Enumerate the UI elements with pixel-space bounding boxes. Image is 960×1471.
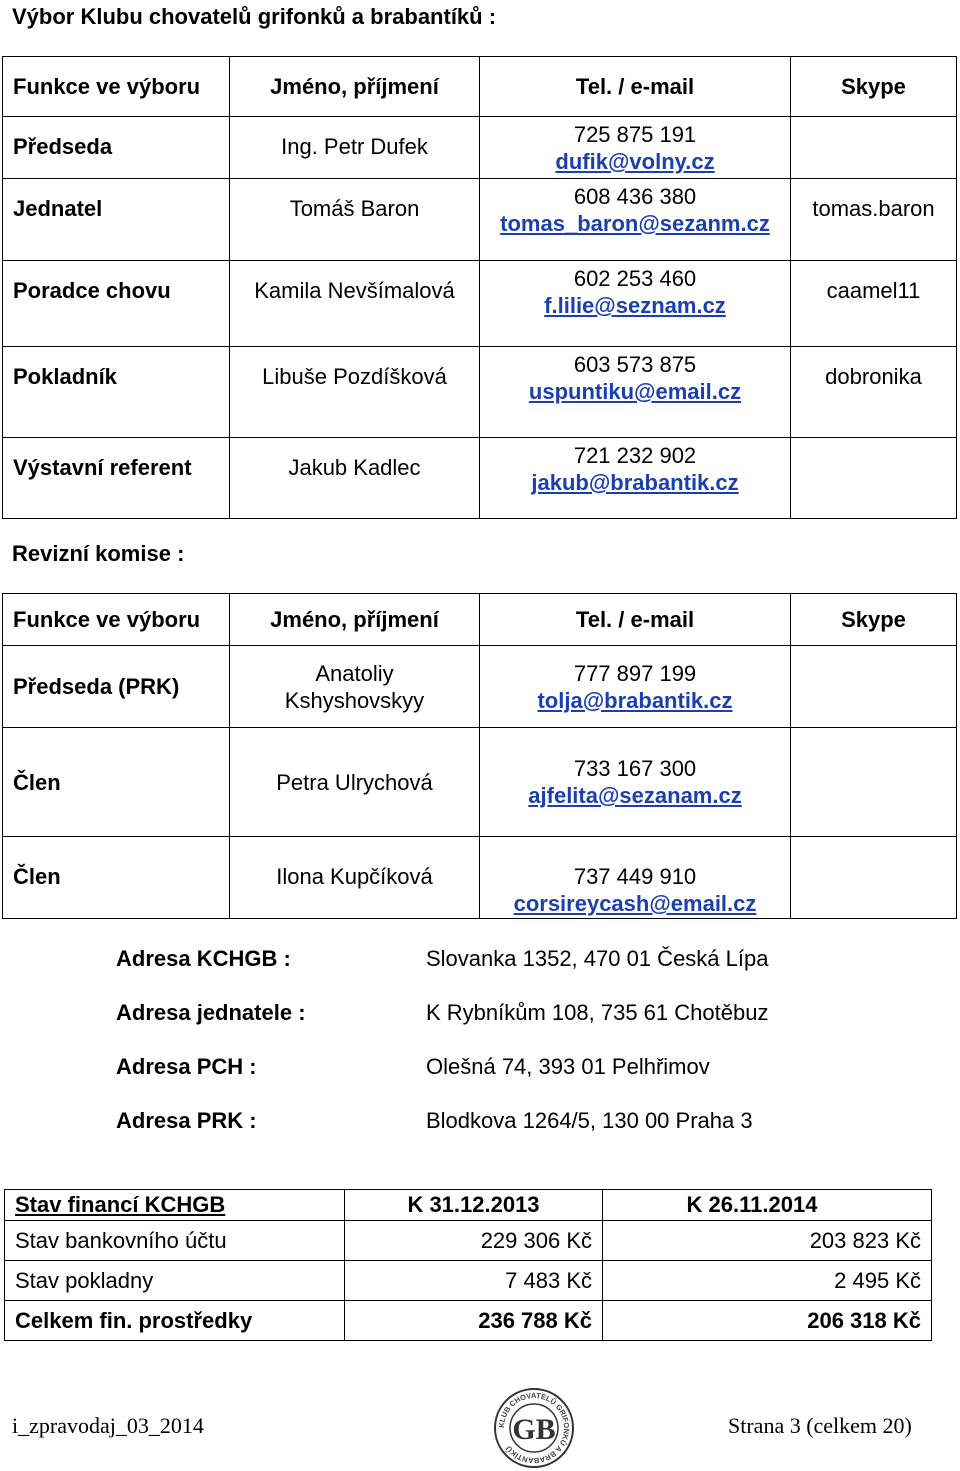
- table-row: [3, 438, 957, 519]
- name-cell: Kamila Nevšímalová: [230, 261, 480, 347]
- header-skype: Skype: [791, 57, 957, 117]
- email-link[interactable]: jakub@brabantik.cz: [531, 470, 739, 495]
- address-label: Adresa jednatele :: [116, 1000, 306, 1025]
- address-label: Adresa PCH :: [116, 1054, 257, 1079]
- finance-total-1: 236 788 Kč: [345, 1301, 603, 1341]
- function-cell: Předseda: [3, 117, 230, 179]
- table-row: [3, 179, 957, 261]
- finance-total-row: [5, 1301, 932, 1341]
- email-link[interactable]: f.lilie@seznam.cz: [544, 293, 726, 318]
- skype-cell: [791, 438, 957, 519]
- name-cell: Ing. Petr Dufek: [230, 117, 480, 179]
- skype-cell: caamel11: [791, 261, 957, 347]
- header-name: Jméno, příjmení: [230, 594, 480, 646]
- table-row: [3, 117, 957, 179]
- header-function: Funkce ve výboru: [3, 57, 230, 117]
- function-cell: Člen: [3, 728, 230, 837]
- finance-table: [4, 1189, 932, 1341]
- phone-text: 608 436 380: [573, 184, 697, 209]
- function-cell: Člen: [3, 837, 230, 919]
- address-value: K Rybníkům 108, 735 61 Chotěbuz: [426, 1000, 769, 1025]
- name-cell: Libuše Pozdíšková: [230, 347, 480, 438]
- revision-header-row: [3, 594, 957, 646]
- phone-text: 737 449 910: [573, 864, 697, 889]
- revision-table: [2, 593, 957, 919]
- name-line: Kshyshovskyy: [284, 687, 425, 713]
- finance-header-row: [5, 1190, 932, 1221]
- finance-title: Stav financí KCHGB: [5, 1190, 345, 1221]
- table-row: [3, 261, 957, 347]
- finance-date-1: K 31.12.2013: [345, 1190, 603, 1221]
- finance-label: Stav pokladny: [5, 1261, 345, 1301]
- phone-text: 602 253 460: [573, 266, 697, 291]
- table-row: [3, 646, 957, 728]
- finance-value-1: 7 483 Kč: [345, 1261, 603, 1301]
- skype-cell: [791, 646, 957, 728]
- phone-text: 777 897 199: [573, 660, 697, 686]
- club-logo-icon: [493, 1387, 575, 1469]
- name-line: Anatoliy: [315, 660, 394, 686]
- address-value: Blodkova 1264/5, 130 00 Praha 3: [426, 1108, 753, 1133]
- address-value: Olešná 74, 393 01 Pelhřimov: [426, 1054, 710, 1079]
- phone-text: 603 573 875: [573, 352, 697, 377]
- address-value: Slovanka 1352, 470 01 Česká Lípa: [426, 946, 769, 971]
- name-cell: Ilona Kupčíková: [230, 837, 480, 919]
- email-link[interactable]: dufik@volny.cz: [555, 149, 715, 174]
- contact-cell: [480, 837, 791, 919]
- function-cell: Poradce chovu: [3, 261, 230, 347]
- table-row: [3, 728, 957, 837]
- function-cell: Výstavní referent: [3, 438, 230, 519]
- contact-cell: [480, 117, 791, 179]
- logo-text: GB: [512, 1413, 556, 1446]
- header-function: Funkce ve výboru: [3, 594, 230, 646]
- contact-cell: [480, 347, 791, 438]
- committee-table: [2, 56, 957, 519]
- footer-issue: i_zpravodaj_03_2014: [12, 1413, 204, 1438]
- contact-cell: [480, 438, 791, 519]
- table-row: [5, 1261, 932, 1301]
- header-name: Jméno, příjmení: [230, 57, 480, 117]
- revision-heading: Revizní komise :: [12, 541, 185, 566]
- name-cell: Tomáš Baron: [230, 179, 480, 261]
- phone-text: 721 232 902: [573, 443, 697, 468]
- function-cell: Jednatel: [3, 179, 230, 261]
- finance-total-2: 206 318 Kč: [603, 1301, 932, 1341]
- address-label: Adresa PRK :: [116, 1108, 257, 1133]
- contact-cell: [480, 179, 791, 261]
- table-row: [5, 1221, 932, 1261]
- skype-cell: tomas.baron: [791, 179, 957, 261]
- skype-cell: dobronika: [791, 347, 957, 438]
- email-link[interactable]: corsireycash@email.cz: [513, 891, 757, 916]
- email-link[interactable]: uspuntiku@email.cz: [528, 379, 742, 404]
- logo-ring-text: KLUB CHOVATELŮ GRIFONKŮ A BRABANTÍKŮ: [496, 1390, 572, 1466]
- name-cell: Petra Ulrychová: [230, 728, 480, 837]
- address-label: Adresa KCHGB :: [116, 946, 291, 971]
- contact-cell: [480, 646, 791, 728]
- finance-value-1: 229 306 Kč: [345, 1221, 603, 1261]
- finance-total-label: Celkem fin. prostředky: [5, 1301, 345, 1341]
- table-row: [3, 837, 957, 919]
- finance-date-2: K 26.11.2014: [603, 1190, 932, 1221]
- skype-cell: [791, 117, 957, 179]
- finance-value-2: 203 823 Kč: [603, 1221, 932, 1261]
- table-row: [3, 347, 957, 438]
- header-contact: Tel. / e-mail: [480, 57, 791, 117]
- finance-value-2: 2 495 Kč: [603, 1261, 932, 1301]
- skype-cell: [791, 728, 957, 837]
- skype-cell: [791, 837, 957, 919]
- email-link[interactable]: tolja@brabantik.cz: [537, 687, 733, 713]
- function-cell: Předseda (PRK): [3, 646, 230, 728]
- function-cell: Pokladník: [3, 347, 230, 438]
- header-skype: Skype: [791, 594, 957, 646]
- committee-header-row: [3, 57, 957, 117]
- name-cell: Jakub Kadlec: [230, 438, 480, 519]
- header-contact: Tel. / e-mail: [480, 594, 791, 646]
- footer-page: Strana 3 (celkem 20): [728, 1413, 912, 1438]
- email-link[interactable]: ajfelita@sezanam.cz: [528, 783, 742, 808]
- contact-cell: [480, 728, 791, 837]
- email-link[interactable]: tomas_baron@sezanm.cz: [500, 211, 770, 236]
- finance-label: Stav bankovního účtu: [5, 1221, 345, 1261]
- name-cell: [230, 646, 480, 728]
- page-heading: Výbor Klubu chovatelů grifonků a brabantíků :: [12, 4, 497, 29]
- contact-cell: [480, 261, 791, 347]
- phone-text: 725 875 191: [573, 122, 697, 147]
- phone-text: 733 167 300: [573, 756, 697, 781]
